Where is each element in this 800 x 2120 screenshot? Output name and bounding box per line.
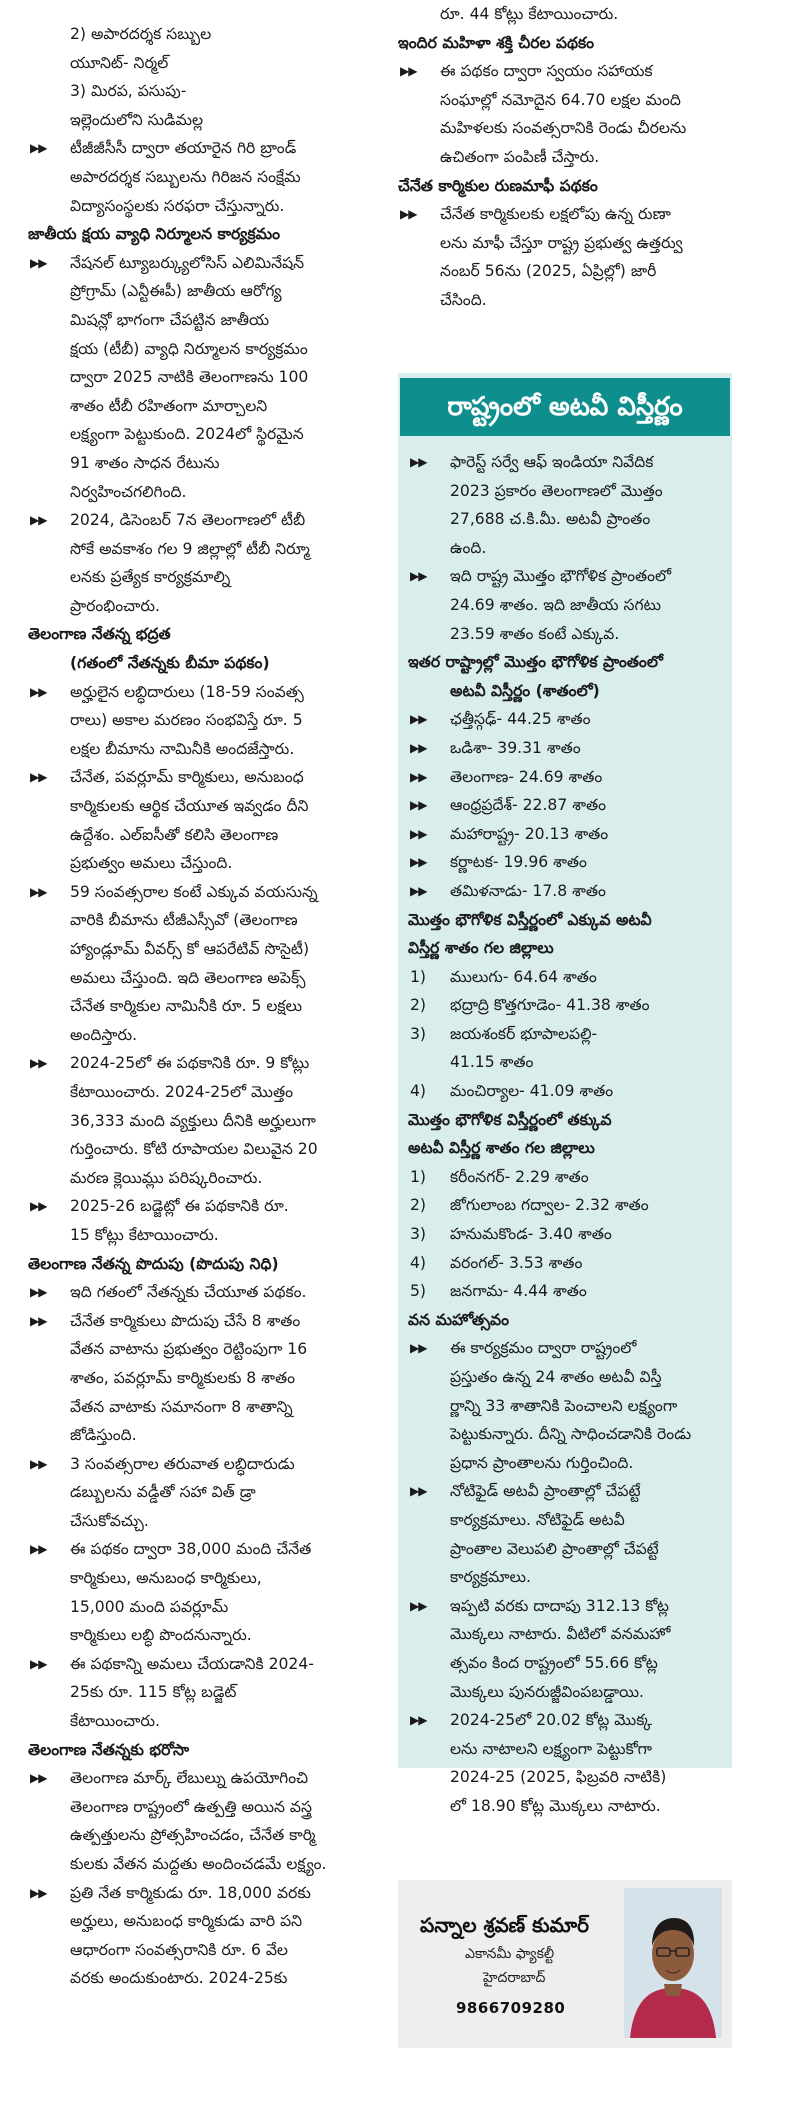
line: 23.59 శాతం కంటే ఎక్కువ. <box>450 624 620 643</box>
line: ఉంది. <box>450 538 487 557</box>
bhadratha-bullet-4 <box>28 1049 376 1192</box>
double-arrow-icon: ▶▶ <box>30 1056 47 1071</box>
line: కార్యక్రమాలు. నోటిఫైడ్ అటవీ <box>450 1510 625 1529</box>
line: ప్రారంభించారు. <box>70 596 160 615</box>
author-place: హైదరాబాద్ <box>483 1970 546 1986</box>
line: విద్యాసంస్థలకు సరఫరా చేస్తున్నారు. <box>70 196 285 215</box>
line: తమిళనాడు- 17.8 శాతం <box>450 881 606 900</box>
tb-bullet-2 <box>28 506 376 620</box>
bhadratha-bullet-2 <box>28 763 376 877</box>
left-column <box>28 20 376 1993</box>
line: ర్ణాన్ని 33 శాతానికి పెంచాలని లక్ష్యంగా <box>450 1396 678 1415</box>
line: గుర్తించారు. కోటి రూపాయల విలువైన 20 <box>70 1140 318 1159</box>
line: 36,333 మంది వ్యక్తులు దీనికి అర్హులుగా <box>70 1111 316 1130</box>
podupu-bullet-4 <box>28 1535 376 1649</box>
line: 2023 ప్రకారం తెలంగాణలో మొత్తం <box>450 481 663 500</box>
line: కేటాయించారు. <box>70 1712 160 1731</box>
line: నిర్వహించగలిగింది. <box>70 482 187 501</box>
line: తెలంగాణ రాష్ట్రంలో ఉత్పత్తి అయిన వస్త్ర <box>70 1797 312 1816</box>
line: ఫారెస్ట్ సర్వే ఆఫ్ ఇండియా నివేదిక <box>450 453 654 471</box>
line: సంఘాల్లో నమోదైన 64.70 లక్షల మంది <box>440 90 681 109</box>
line: టీజీజీసీసీ ద్వారా తయారైన గిరి బ్రాండ్ <box>70 139 297 158</box>
line: 91 శాతం సాధన రేటును <box>70 453 220 472</box>
double-arrow-icon: ▶▶ <box>30 255 47 270</box>
district-item: 41.15 శాతం <box>450 1053 534 1072</box>
double-arrow-icon: ▶▶ <box>30 1542 47 1557</box>
bharosa-bullet-1 <box>28 1764 376 1878</box>
double-arrow-icon: ▶▶ <box>400 207 417 222</box>
line: కార్మికులు లబ్ధి పొందనున్నారు. <box>70 1626 252 1645</box>
bharosa-bullet-2 <box>28 1879 376 1993</box>
line: ద్వారా 2025 నాటికి తెలంగాణను 100 <box>70 368 309 387</box>
line: ప్రభుత్వం అమలు చేస్తుంది. <box>70 854 233 873</box>
other-states-heading: ఇతర రాష్ట్రాల్లో మొత్తం భౌగోళిక ప్రాంతంలో <box>408 653 663 672</box>
line: సోకే అవకాశం గల 9 జిల్లాల్లో టీబీ నిర్మూ <box>70 539 310 558</box>
line: 2024-25 (2025, ఫిబ్రవరి నాటికి) <box>450 1768 667 1787</box>
author-role: ఎకానమీ ఫ్యాకల్టీ <box>465 1946 555 1962</box>
high-districts-heading: విస్తీర్ణ శాతం గల జిల్లాలు <box>408 939 554 958</box>
line: 59 సంవత్సరాల కంటే ఎక్కువ వయసున్న <box>70 882 318 901</box>
vana-bullet-3 <box>408 1592 726 1706</box>
podupu-bullet-5 <box>28 1650 376 1736</box>
tb-bullet-1 <box>28 249 376 506</box>
line: పెట్టుకున్నారు. దీన్ని సాధించడానికి రెండు <box>450 1425 692 1444</box>
bhadratha-bullet-5 <box>28 1192 376 1249</box>
state-item <box>408 791 726 820</box>
line: ఉచితంగా పంపిణీ చేస్తారు. <box>440 147 600 166</box>
line: ఈ పథకం ద్వారా స్వయం సహాయక <box>440 62 653 81</box>
podupu-bullet-3 <box>28 1450 376 1536</box>
district-item: 2) భద్రాద్రి కొత్తగూడెం- 41.38 శాతం <box>410 996 650 1015</box>
line: త్సవం కింద రాష్ట్రంలో 55.66 కోట్ల <box>450 1653 658 1672</box>
other-states-heading: అటవీ విస్తీర్ణం (శాతంలో) <box>450 681 600 700</box>
line: 15 కోట్లు కేటాయించారు. <box>70 1225 219 1244</box>
line: చేసుకోవచ్చు. <box>70 1511 149 1530</box>
line: ప్రధాన ప్రాంతాలను గుర్తించింది. <box>450 1453 634 1472</box>
state-item <box>408 705 726 734</box>
line: ఈ కార్యక్రమం ద్వారా రాష్ట్రంలో <box>450 1339 637 1358</box>
section-heading-bharosa: తెలంగాణ నేతన్నకు భరోసా <box>28 1740 190 1759</box>
line: మొక్కలు పునరుజ్జీవింపబడ్డాయి. <box>450 1682 644 1701</box>
runamafi-bullet <box>398 200 732 314</box>
double-arrow-icon: ▶▶ <box>30 1885 47 1900</box>
line: ఇది గతంలో నేతన్నకు చేయూత పథకం. <box>70 1283 307 1302</box>
state-item <box>408 820 726 849</box>
line: తెలంగాణ మార్క్ లేబుల్ను ఉపయోగించి <box>70 1769 309 1788</box>
district-item: 1) కరీంనగర్- 2.29 శాతం <box>410 1167 589 1186</box>
double-arrow-icon: ▶▶ <box>410 769 427 784</box>
line: లను నాటాలని లక్ష్యంగా పెట్టుకోగా <box>450 1739 652 1758</box>
double-arrow-icon: ▶▶ <box>30 513 47 528</box>
line: ప్రాంతాల వెలుపలి ప్రాంతాల్లో చేపట్టే <box>450 1539 659 1558</box>
double-arrow-icon: ▶▶ <box>30 684 47 699</box>
vana-bullet-1 <box>408 1334 726 1477</box>
double-arrow-icon: ▶▶ <box>30 770 47 785</box>
line: 24.69 శాతం. ఇది జాతీయ సగటు <box>450 595 662 614</box>
line: లక్ష్యంగా పెట్టుకుంది. 2024లో స్థిరమైన <box>70 425 304 444</box>
forest-box-body <box>408 448 726 1821</box>
line: చేనేత కార్మికుల నామినీకి రూ. 5 లక్షలు <box>70 997 303 1016</box>
line: ప్రస్తుతం ఉన్న 24 శాతం అటవీ విస్తీ <box>450 1368 662 1386</box>
tribal-soap-bullet <box>28 134 376 220</box>
district-item: 3) హనుమకొండ- 3.40 శాతం <box>410 1225 612 1244</box>
line: రాలు) అకాల మరణం సంభవిస్తే రూ. 5 <box>70 711 303 730</box>
line: యూనిట్- నిర్మల్ <box>70 53 169 72</box>
person-silhouette-icon <box>624 1888 722 2038</box>
low-districts-heading: అటవీ విస్తీర్ణ శాతం గల జిల్లాలు <box>408 1139 595 1158</box>
line: నంబర్ 56ను (2025, ఏప్రిల్లో) జారీ <box>440 262 657 281</box>
line: జోడిస్తుంది. <box>70 1426 137 1445</box>
line: వేతన వాటాను ప్రభుత్వం రెట్టింపుగా 16 <box>70 1340 308 1359</box>
line: మొక్కలు నాటారు. వీటిలో వనమహో <box>450 1625 671 1644</box>
line: డబ్బులను వడ్డీతో సహా విత్ డ్రా <box>70 1483 256 1502</box>
line: లో 18.90 కోట్ల మొక్కలు నాటారు. <box>450 1796 661 1815</box>
district-item: 2) జోగులాంబ గద్వాల- 2.32 శాతం <box>410 1196 649 1215</box>
section-heading-podupu: తెలంగాణ నేతన్న పొదుపు (పొదుపు నిధి) <box>28 1254 279 1273</box>
line: 2025-26 బడ్జెట్లో ఈ పథకానికి రూ. <box>70 1197 289 1216</box>
line: కులకు వేతన మద్దతు అందించడమే లక్ష్యం. <box>70 1855 327 1873</box>
line: కర్ణాటక- 19.96 శాతం <box>450 853 587 872</box>
double-arrow-icon: ▶▶ <box>30 1313 47 1328</box>
line: అమలు చేస్తుంది. ఇది తెలంగాణ అపెక్స్ <box>70 968 306 987</box>
right-column <box>398 0 732 315</box>
line: ప్రతి నేత కార్మికుడు రూ. 18,000 వరకు <box>70 1883 311 1902</box>
double-arrow-icon: ▶▶ <box>410 1598 427 1613</box>
line: ఒడిశా- 39.31 శాతం <box>450 738 581 757</box>
high-districts-heading: మొత్తం భౌగోళిక విస్తీర్ణంలో ఎక్కువ అటవీ <box>408 910 652 929</box>
line: చేనేత కార్మికులకు లక్షలోపు ఉన్న రుణా <box>440 205 671 224</box>
double-arrow-icon: ▶▶ <box>30 1456 47 1471</box>
double-arrow-icon: ▶▶ <box>410 1484 427 1499</box>
line: అర్హులు, అనుబంధ కార్మికుడు వారి పని <box>70 1912 303 1931</box>
state-item <box>408 763 726 792</box>
line: 3) మిరప, పసుపు- <box>70 82 187 101</box>
line: లక్షల బీమాను నామినీకి అందజేస్తారు. <box>70 739 295 758</box>
line: 15,000 మంది పవర్లూమ్ <box>70 1597 229 1616</box>
line: క్షయ (టీబీ) వ్యాధి నిర్మూలన కార్యక్రమం <box>70 339 308 358</box>
district-item: 5) జనగామ- 4.44 శాతం <box>410 1282 587 1301</box>
double-arrow-icon: ▶▶ <box>410 826 427 841</box>
line: కార్మికులకు ఆర్థిక చేయూత ఇవ్వడం దీని <box>70 797 309 816</box>
double-arrow-icon: ▶▶ <box>30 1199 47 1214</box>
vana-bullet-2 <box>408 1477 726 1591</box>
line: రూ. 44 కోట్లు కేటాయించారు. <box>440 5 619 23</box>
double-arrow-icon: ▶▶ <box>410 455 427 469</box>
line: వారికి బీమాను టీజీఎస్సీవో (తెలంగాణ <box>70 911 298 930</box>
line: ఇది రాష్ట్ర మొత్తం భౌగోళిక ప్రాంతంలో <box>450 567 672 586</box>
state-item <box>408 734 726 763</box>
line: వేతన వాటాకు సమానంగా 8 శాతాన్ని <box>70 1397 293 1416</box>
line: ప్రోగ్రామ్ (ఎన్టీఈపీ) జాతీయ ఆరోగ్య <box>70 282 282 301</box>
forest-box-title: రాష్ట్రంలో అటవీ విస్తీర్ణం <box>400 378 730 436</box>
line: ఇల్లెందులోని సుడిమల్ల <box>70 110 204 129</box>
line: 25కు రూ. 115 కోట్ల బడ్జెట్ <box>70 1683 237 1702</box>
line: వరకు అందుకుంటారు. 2024-25కు <box>70 1969 288 1988</box>
line: లను మాఫీ చేస్తూ రాష్ట్ర ప్రభుత్వ ఉత్తర్వు <box>440 233 683 252</box>
line: ఉత్పత్తులను ప్రోత్సహించడం, చేనేత కార్మి <box>70 1826 316 1845</box>
bhadratha-bullet-1 <box>28 678 376 764</box>
line: కార్యక్రమాలు. <box>450 1568 531 1587</box>
line: ఆంధ్రప్రదేశ్- 22.87 శాతం <box>450 796 607 815</box>
double-arrow-icon: ▶▶ <box>410 1713 427 1728</box>
line: చేనేత, పవర్లూమ్ కార్మికులు, అనుబంధ <box>70 768 304 787</box>
line: శాతం టీబీ రహితంగా మార్చాలని <box>70 396 268 415</box>
state-item <box>408 848 726 877</box>
line: ఇప్పటి వరకు దాదాపు 312.13 కోట్ల <box>450 1596 669 1615</box>
line: హ్యాండ్లూమ్ వీవర్స్ కో ఆపరేటివ్ సొసైటీ) <box>70 940 310 958</box>
line: కార్మికులు, అనుబంధ కార్మికులు, <box>70 1569 262 1588</box>
line: 2024-25లో 20.02 కోట్ల మొక్క <box>450 1711 652 1730</box>
bhadratha-bullet-3 <box>28 878 376 1050</box>
section-heading-nethanna-bhadratha: తెలంగాణ నేతన్న భద్రత <box>28 625 171 644</box>
double-arrow-icon: ▶▶ <box>410 883 427 898</box>
double-arrow-icon: ▶▶ <box>400 64 417 79</box>
forest-bullet-1 <box>408 448 726 562</box>
line: శాతం, పవర్లూమ్ కార్మికులకు 8 శాతం <box>70 1368 295 1387</box>
double-arrow-icon: ▶▶ <box>30 141 47 156</box>
double-arrow-icon: ▶▶ <box>410 740 427 755</box>
vana-bullet-4 <box>408 1706 726 1820</box>
line: అర్హులైన లబ్ధిదారులు (18-59 సంవత్స <box>70 682 304 701</box>
district-item: 4) మంచిర్యాల- 41.09 శాతం <box>410 1082 614 1101</box>
author-photo <box>624 1888 722 2038</box>
double-arrow-icon: ▶▶ <box>30 1285 47 1300</box>
line: మహారాష్ట్ర- 20.13 శాతం <box>450 824 609 843</box>
line: 2024, డిసెంబర్ 7న తెలంగాణలో టీబీ <box>70 511 306 530</box>
indira-bullet <box>398 57 732 171</box>
line: ఈ పథకం ద్వారా 38,000 మంది చేనేత <box>70 1540 312 1559</box>
line: మరణ క్లెయిమ్లు పరిష్కరించారు. <box>70 1168 263 1187</box>
state-item <box>408 877 726 906</box>
forest-bullet-2 <box>408 562 726 648</box>
double-arrow-icon: ▶▶ <box>30 884 47 899</box>
vana-heading: వన మహోత్సవం <box>408 1310 510 1329</box>
line: నోటిఫైడ్ అటవీ ప్రాంతాల్లో చేపట్టే <box>450 1482 641 1501</box>
low-districts-heading: మొత్తం భౌగోళిక విస్తీర్ణంలో తక్కువ <box>408 1110 612 1129</box>
district-item: 3) జయశంకర్ భూపాలపల్లి- <box>410 1024 598 1043</box>
line: ఉద్దేశం. ఎల్ఐసీతో కలిసి తెలంగాణ <box>70 825 279 844</box>
double-arrow-icon: ▶▶ <box>410 569 427 584</box>
line: ఆధారంగా సంవత్సరానికి రూ. 6 వేల <box>70 1940 288 1959</box>
author-name: పన్నాల శ్రవణ్ కుమార్ <box>420 1913 589 1937</box>
podupu-bullet-1 <box>28 1278 376 1307</box>
section-subheading: (గతంలో నేతన్నకు బీమా పథకం) <box>70 654 270 673</box>
podupu-bullet-2 <box>28 1307 376 1450</box>
double-arrow-icon: ▶▶ <box>30 1771 47 1786</box>
author-phone: 9866709280 <box>456 1999 566 2017</box>
line: నేషనల్ ట్యూబర్క్యులోసిస్ ఎలిమినేషన్ <box>70 253 305 272</box>
section-heading-tb: జాతీయ క్షయ వ్యాధి నిర్మూలన కార్యక్రమం <box>28 225 280 244</box>
line: అందిస్తారు. <box>70 1025 138 1044</box>
line: చేసింది. <box>440 290 487 309</box>
line: మిషన్లో భాగంగా చేపట్టిన జాతీయ <box>70 310 270 329</box>
line: మహిళలకు సంవత్సరానికి రెండు చీరలను <box>440 119 687 138</box>
line: అపారదర్శక సబ్బులను గిరిజన సంక్షేమ <box>70 167 301 186</box>
double-arrow-icon: ▶▶ <box>410 798 427 813</box>
section-heading-runamafi: చేనేత కార్మికుల రుణమాఫీ పథకం <box>398 176 598 195</box>
line: 27,688 చ.కి.మీ. అటవీ ప్రాంతం <box>450 510 651 529</box>
double-arrow-icon: ▶▶ <box>410 1341 427 1356</box>
district-item: 4) వరంగల్- 3.53 శాతం <box>410 1253 583 1272</box>
line: 2) అపారదర్శక సబ్బుల <box>70 25 212 43</box>
district-item: 1) ములుగు- 64.64 శాతం <box>410 967 597 986</box>
double-arrow-icon: ▶▶ <box>30 1656 47 1671</box>
line: 3 సంవత్సరాల తరువాత లబ్ధిదారుడు <box>70 1454 295 1473</box>
line: తెలంగాణ- 24.69 శాతం <box>450 767 603 786</box>
section-heading-indira: ఇందిర మహిళా శక్తి చీరల పథకం <box>398 33 595 52</box>
line: చేనేత కార్మికులు పొదుపు చేసే 8 శాతం <box>70 1311 301 1330</box>
line: 2024-25లో ఈ పథకానికి రూ. 9 కోట్లు <box>70 1054 310 1073</box>
double-arrow-icon: ▶▶ <box>410 855 427 870</box>
line: ఛత్తీస్గఢ్- 44.25 శాతం <box>450 710 591 729</box>
double-arrow-icon: ▶▶ <box>410 712 427 727</box>
line: ఈ పథకాన్ని అమలు చేయడానికి 2024- <box>70 1654 314 1673</box>
line: లనకు ప్రత్యేక కార్యక్రమాల్ని <box>70 568 231 587</box>
line: కేటాయించారు. 2024-25లో మొత్తం <box>70 1082 293 1101</box>
